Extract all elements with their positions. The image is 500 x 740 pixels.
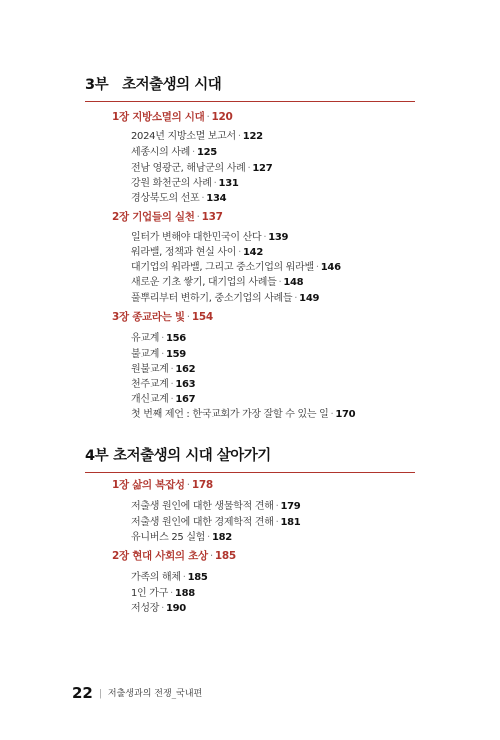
chapter-title: 3장 종교라는 빛 <box>112 311 185 323</box>
entry-page: 131 <box>218 178 239 189</box>
page-number: 22 <box>72 684 93 702</box>
entry-page: 159 <box>165 349 186 360</box>
toc-entry[interactable]: 강원 화천군의 사례 · 131 <box>131 178 239 189</box>
toc-entry[interactable]: 유니버스 25 실험 · 182 <box>131 532 232 543</box>
toc-entry[interactable]: 불교계 · 159 <box>131 349 186 360</box>
entry-title: 일터가 변해야 대한민국이 산다 <box>131 232 262 243</box>
part-3-title: 초저출생의 시대 <box>122 77 222 93</box>
chapter-title: 1장 지방소멸의 시대 <box>112 111 205 123</box>
entry-page: 139 <box>268 232 289 243</box>
entry-title: 풀뿌리부터 변하기, 중소기업의 사례들 <box>131 293 293 304</box>
entry-title: 강원 화천군의 사례 <box>131 178 212 189</box>
toc-entry[interactable]: 2024년 지방소멸 보고서 · 122 <box>131 131 263 142</box>
entry-page: 142 <box>243 247 263 258</box>
toc-entry[interactable]: 경상북도의 선포 · 134 <box>131 193 227 204</box>
toc-entry[interactable]: 대기업의 워라밸, 그리고 중소기업의 워라밸 · 146 <box>131 262 341 273</box>
part-4-title-row <box>85 444 415 473</box>
toc-chapter[interactable]: 1장 삶의 복잡성 · 178 <box>112 479 213 491</box>
toc-entry[interactable]: 가족의 해체 · 185 <box>131 572 208 583</box>
toc-entry[interactable]: 풀뿌리부터 변하기, 중소기업의 사례들 · 149 <box>131 293 320 304</box>
toc-entry[interactable]: 워라밸, 정책과 현실 사이 · 142 <box>131 247 263 258</box>
entry-title: 세종시의 사례 <box>131 147 191 158</box>
entry-title: 저출생 원인에 대한 경제학적 견해 <box>131 517 274 528</box>
toc-chapter[interactable]: 3장 종교라는 빛 · 154 <box>112 311 213 323</box>
entry-page: 185 <box>187 572 208 583</box>
entry-page: 181 <box>280 517 301 528</box>
entry-title: 저성장 <box>131 603 160 614</box>
entry-title: 원불교계 <box>131 364 169 375</box>
entry-page: 182 <box>211 532 232 543</box>
chapter-title: 2장 기업들의 실천 <box>112 211 195 223</box>
toc-entry[interactable]: 세종시의 사례 · 125 <box>131 147 217 158</box>
chapter-page: 154 <box>191 311 213 323</box>
part-4-title: 초저출생의 시대 살아가기 <box>113 448 271 464</box>
toc-chapter[interactable]: 1장 지방소멸의 시대 · 120 <box>112 111 233 123</box>
toc-entry[interactable]: 원불교계 · 162 <box>131 364 196 375</box>
chapter-page: 120 <box>211 111 233 123</box>
toc-entry[interactable]: 첫 번째 제언 : 한국교회가 가장 잘할 수 있는 일 · 170 <box>131 409 356 420</box>
entry-page: 134 <box>206 193 227 204</box>
toc-entry[interactable]: 천주교계 · 163 <box>131 379 196 390</box>
toc-chapter[interactable]: 2장 기업들의 실천 · 137 <box>112 211 223 223</box>
entry-title: 2024년 지방소멸 보고서 <box>131 131 236 142</box>
entry-title: 천주교계 <box>131 379 169 390</box>
entry-title: 가족의 해체 <box>131 572 181 583</box>
entry-page: 148 <box>283 277 304 288</box>
chapter-page: 185 <box>214 550 236 562</box>
chapter-title: 2장 현대 사회의 초상 <box>112 550 208 562</box>
entry-page: 149 <box>299 293 320 304</box>
entry-page: 127 <box>252 163 273 174</box>
toc-entry[interactable]: 일터가 변해야 대한민국이 산다 · 139 <box>131 232 289 243</box>
chapter-title: 1장 삶의 복잡성 <box>112 479 185 491</box>
toc-entry[interactable]: 개신교계 · 167 <box>131 394 196 405</box>
entry-page: 163 <box>175 379 196 390</box>
entry-title: 저출생 원인에 대한 생물학적 견해 <box>131 501 274 512</box>
entry-title: 유니버스 25 실험 <box>131 532 206 543</box>
toc-entry[interactable]: 저출생 원인에 대한 경제학적 견해 · 181 <box>131 517 301 528</box>
part-3-label: 3부 <box>85 77 109 93</box>
chapter-page: 178 <box>191 479 213 491</box>
toc-entry[interactable]: 유교계 · 156 <box>131 333 186 344</box>
entry-title: 1인 가구 <box>131 588 169 599</box>
page-footer <box>72 684 202 702</box>
toc-chapter[interactable]: 2장 현대 사회의 초상 · 185 <box>112 550 236 562</box>
entry-title: 워라밸, 정책과 현실 사이 <box>131 247 237 258</box>
part-4-heading <box>85 444 415 473</box>
entry-title: 불교계 <box>131 349 160 360</box>
entry-page: 188 <box>174 588 195 599</box>
entry-page: 162 <box>175 364 196 375</box>
entry-title: 경상북도의 선포 <box>131 193 200 204</box>
entry-page: 146 <box>320 262 341 273</box>
entry-page: 167 <box>175 394 196 405</box>
toc-entry[interactable]: 전남 영광군, 해남군의 사례 · 127 <box>131 163 273 174</box>
entry-title: 첫 번째 제언 : 한국교회가 가장 잘할 수 있는 일 <box>131 409 329 420</box>
chapter-page: 137 <box>201 211 223 223</box>
entry-title: 대기업의 워라밸, 그리고 중소기업의 워라밸 <box>131 262 314 273</box>
entry-page: 156 <box>165 333 186 344</box>
toc-entry[interactable]: 새로운 기초 쌓기, 대기업의 사례들 · 148 <box>131 277 304 288</box>
entry-title: 유교계 <box>131 333 160 344</box>
entry-page: 170 <box>335 409 356 420</box>
entry-title: 개신교계 <box>131 394 169 405</box>
toc-entry[interactable]: 1인 가구 · 188 <box>131 588 195 599</box>
toc-entry[interactable]: 저출생 원인에 대한 생물학적 견해 · 179 <box>131 501 301 512</box>
part-3-title-row <box>85 73 415 102</box>
running-title: 저출생과의 전쟁_국내편 <box>107 689 203 699</box>
entry-page: 179 <box>280 501 301 512</box>
footer-divider: | <box>98 689 102 699</box>
toc-entry[interactable]: 저성장 · 190 <box>131 603 186 614</box>
entry-title: 전남 영광군, 해남군의 사례 <box>131 163 246 174</box>
entry-page: 125 <box>196 147 217 158</box>
entry-page: 122 <box>242 131 263 142</box>
entry-page: 190 <box>165 603 186 614</box>
entry-title: 새로운 기초 쌓기, 대기업의 사례들 <box>131 277 277 288</box>
part-3-heading <box>85 73 415 102</box>
part-4-label: 4부 <box>85 448 109 464</box>
